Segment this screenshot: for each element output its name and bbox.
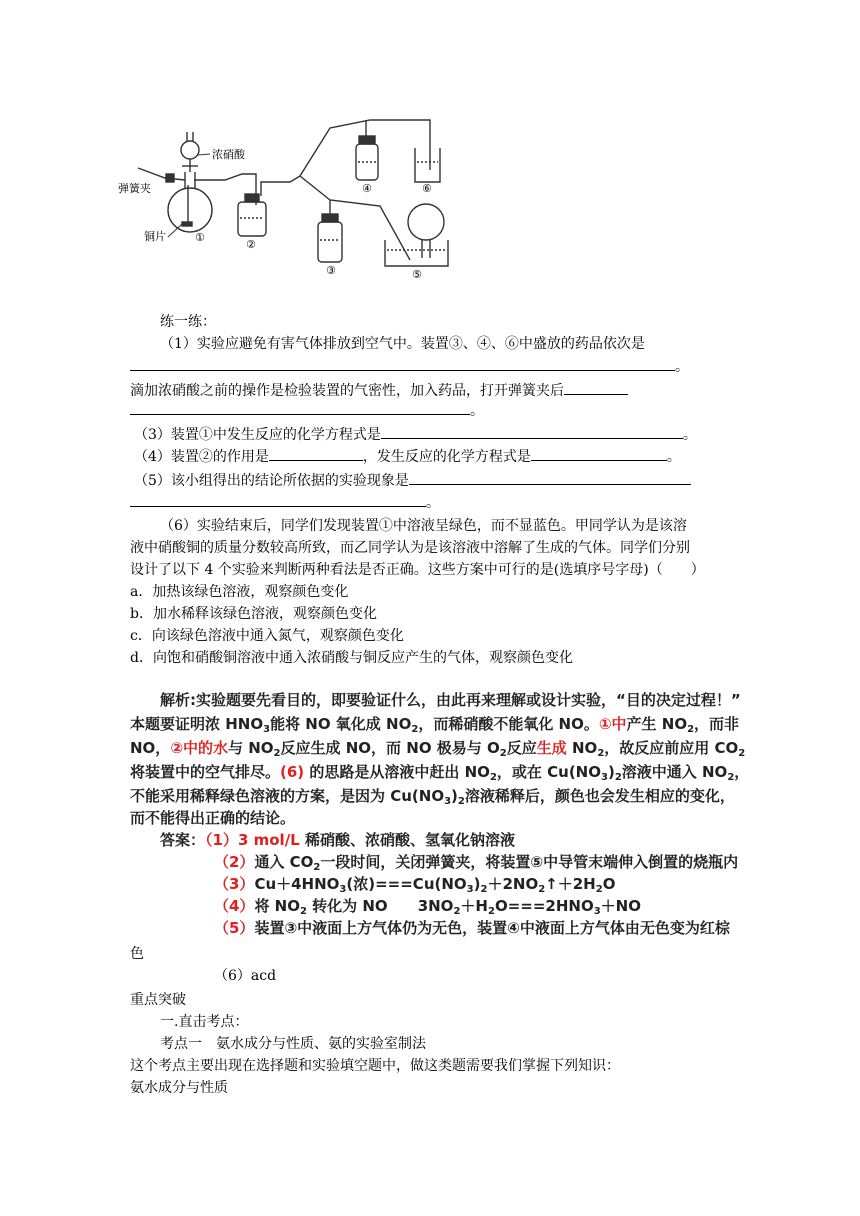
subscript: 3: [593, 906, 601, 917]
analysis-text: ，或在 Cu(NO: [496, 763, 601, 781]
analysis-text: 将装置中的空气排尽。: [130, 763, 281, 781]
question-4-text-a: （4）装置②的作用是: [134, 449, 269, 465]
subscript: 2: [313, 862, 321, 873]
question-1: [160, 334, 645, 354]
answer-blank-5a: [409, 470, 691, 485]
answer-blank-4a: [269, 446, 363, 461]
subscript: 2: [487, 906, 495, 917]
answer-text: 将 NO: [254, 897, 300, 915]
answer-text: 一段时间，关闭弹簧夹，将装置⑤中导管末端伸入倒置的烧瓶内: [320, 853, 739, 871]
analysis-highlight: (6): [280, 763, 305, 781]
analysis-text: NO: [566, 739, 598, 757]
analysis-text: 溶液中通入 NO: [621, 763, 728, 781]
subscript: 2: [595, 884, 603, 895]
answer-number: （2）: [214, 853, 255, 871]
subscript: 2: [453, 906, 461, 917]
subscript: 2: [687, 724, 695, 735]
subscript: 3: [600, 772, 608, 783]
subscript: 2: [727, 772, 735, 783]
subscript: 2: [499, 748, 507, 759]
analysis-text: 反应生成 NO，而 NO 极易与 O: [280, 739, 500, 757]
answer-line-1: [160, 828, 515, 852]
label-n1: ①: [195, 231, 205, 244]
answer-number: （4）: [214, 897, 255, 915]
question-4: [134, 446, 681, 467]
answer-text: 稀硝酸、浓硝酸、氢氧化钠溶液: [299, 831, 515, 849]
topic-heading: 氨水成分与性质: [130, 1080, 228, 1096]
bottle-3: [318, 214, 342, 262]
question-5-answer-line: [130, 492, 440, 513]
question-1-text: （1）实验应避免有害气体排放到空气中。装置③、④、⑥中盛放的药品依次是: [160, 336, 645, 352]
analysis-text: ，故反应前应用 CO: [604, 739, 739, 757]
analysis-line-5: [130, 784, 735, 808]
analysis-line-6: 而不能得出正确的结论。: [130, 809, 296, 827]
subscript: 3: [339, 884, 347, 895]
answer-continuation: 色: [130, 946, 144, 962]
answer-blank-5b: [130, 492, 426, 507]
analysis-highlight: ②中的水: [170, 739, 229, 757]
beaker-6: [415, 148, 440, 182]
label-n5: ⑤: [412, 268, 422, 281]
label-n3: ③: [326, 264, 336, 277]
analysis-highlight: ①中: [598, 715, 627, 733]
analysis-highlight: 生成: [536, 739, 567, 757]
question-3-text: （3）装置①中发生反应的化学方程式是: [134, 427, 381, 443]
answer-blank-1: [130, 356, 675, 371]
answer-text: (浓)===Cu(NO: [346, 875, 467, 893]
analysis-text: “目的决定过程！”: [616, 691, 741, 709]
question-4-end: 。: [666, 449, 681, 465]
question-2-end: 。: [470, 403, 484, 419]
analysis-line-4: [130, 760, 749, 784]
analysis-text: 不能采用稀释绿色溶液的方案，是因为 Cu(NO: [130, 787, 445, 805]
label-conc-nitric: 浓硝酸: [212, 148, 245, 161]
bottle-4: [356, 136, 378, 180]
analysis-text: ，而非: [694, 715, 740, 733]
subscript: 2: [538, 884, 546, 895]
bottle-2: [238, 176, 300, 236]
subscript: 2: [457, 796, 465, 807]
section-title: 重点突破: [130, 992, 186, 1008]
analysis-text: NO，: [130, 739, 171, 757]
subsection-title: 一.直击考点：: [160, 1014, 249, 1030]
trough-5: [385, 204, 448, 266]
subscript: 2: [489, 772, 497, 783]
label-n6: ⑥: [422, 182, 432, 195]
question-5-end: 。: [426, 495, 440, 511]
exam-point-1: 考点一 氨水成分与性质、氨的实验室制法: [160, 1036, 426, 1052]
answer-text: ↑＋2H: [545, 875, 596, 893]
answer-line-4: [214, 894, 641, 918]
answer-text: Cu＋4HNO: [254, 875, 340, 893]
question-6-line-1: （6）实验结束后，同学们发现装置①中溶液呈绿色，而不显蓝色。甲同学认为是该溶: [160, 518, 687, 534]
analysis-line-1: [160, 688, 741, 712]
analysis-text: ): [451, 787, 458, 805]
answer-text: ＋NO: [600, 897, 641, 915]
subscript: 2: [299, 906, 307, 917]
apparatus-diagram: [118, 110, 460, 281]
answer-blank-2a: [564, 380, 628, 395]
subscript: 2: [273, 748, 281, 759]
question-6-line-2: 液中硝酸铜的质量分数较高所致，而乙同学认为是该溶液中溶解了生成的气体。同学们分别: [130, 540, 690, 556]
answer-number: （5）: [214, 919, 255, 937]
answer-text: 转化为 NO 3NO: [306, 897, 454, 915]
analysis-text: ，而稀硝酸不能氧化 NO。: [418, 715, 599, 733]
analysis-text: ，: [734, 763, 750, 781]
answer-text: 装置③中液面上方气体仍为无色，装置④中液面上方气体由无色变为红棕: [254, 919, 730, 937]
subscript: 2: [738, 748, 746, 759]
question-2-answer-line: [130, 400, 484, 421]
label-n2: ②: [246, 238, 256, 251]
analysis-text: 本题要证明浓 HNO: [130, 715, 264, 733]
subscript: 2: [614, 772, 622, 783]
answer-line-3: [214, 872, 615, 896]
analysis-text: 的思路是从溶液中赶出 NO: [304, 763, 490, 781]
intro-text: 这个考点主要出现在选择题和实验填空题中，做这类题需要我们掌握下列知识：: [130, 1058, 620, 1074]
analysis-text: ): [607, 763, 615, 781]
label-n4: ④: [362, 182, 372, 195]
answer-number: （3）: [214, 875, 255, 893]
analysis-text: 能将 NO 氧化成 NO: [270, 715, 412, 733]
answer-line-5: [214, 916, 730, 940]
practice-heading: 练一练：: [160, 314, 216, 330]
question-2-text: 滴加浓硝酸之前的操作是检验装置的气密性，加入药品，打开弹簧夹后: [130, 383, 564, 399]
subscript: 3: [444, 796, 452, 807]
question-6-line-3: 设计了以下 4 个实验来判断两种看法是否正确。这些方案中可行的是(选填序号字母)（ ）: [130, 562, 705, 578]
label-copper: 铜片: [144, 230, 166, 243]
question-1-end: 。: [675, 359, 689, 375]
analysis-text: 解析:实验题要先看目的，即要验证什么，由此再来理解或设计实验，: [160, 691, 617, 709]
answer-line-2: [214, 850, 738, 874]
answer-text: O: [602, 875, 616, 893]
answer-blank-4b: [531, 446, 667, 461]
option-b: b．加水稀释该绿色溶液，观察颜色变化: [130, 606, 377, 622]
analysis-text: 反应: [506, 739, 537, 757]
question-2: [130, 380, 628, 401]
subscript: 3: [263, 724, 271, 735]
answer-label: 答案：: [160, 831, 206, 849]
option-d: d．向饱和硝酸铜溶液中通入浓硝酸与铜反应产生的气体，观察颜色变化: [130, 650, 573, 666]
question-5: [134, 470, 691, 491]
label-spring-clip: 弹簧夹: [118, 182, 151, 195]
answer-blank-3: [381, 424, 683, 439]
analysis-text: 溶液稀释后，颜色也会发生相应的变化，: [464, 787, 735, 805]
answer-text: 通入 CO: [254, 853, 314, 871]
answer-text: ): [473, 875, 481, 893]
subscript: 3: [466, 884, 474, 895]
option-a: a．加热该绿色溶液，观察颜色变化: [130, 584, 349, 600]
answer-text: O===2HNO: [494, 897, 594, 915]
answer-number: （1）3 mol/L: [205, 831, 300, 849]
analysis-text: 与 NO: [228, 739, 274, 757]
answer-text: ＋2NO: [487, 875, 539, 893]
analysis-line-2: [130, 712, 739, 736]
answer-text: ＋H: [460, 897, 488, 915]
question-4-text-b: ，发生反应的化学方程式是: [362, 449, 531, 465]
option-c: c．向该绿色溶液中通入氮气，观察颜色变化: [130, 628, 404, 644]
subscript: 2: [597, 748, 605, 759]
answer-6: （6）acd: [214, 968, 277, 984]
analysis-text: 产生 NO: [626, 715, 688, 733]
question-1-answer-line: [130, 356, 689, 377]
subscript: 2: [480, 884, 488, 895]
question-5-text: （5）该小组得出的结论所依据的实验现象是: [134, 473, 409, 489]
subscript: 2: [411, 724, 419, 735]
question-3-end: 。: [682, 427, 697, 443]
question-3: [134, 424, 697, 445]
answer-blank-2b: [130, 400, 470, 415]
analysis-line-3: [130, 736, 745, 760]
